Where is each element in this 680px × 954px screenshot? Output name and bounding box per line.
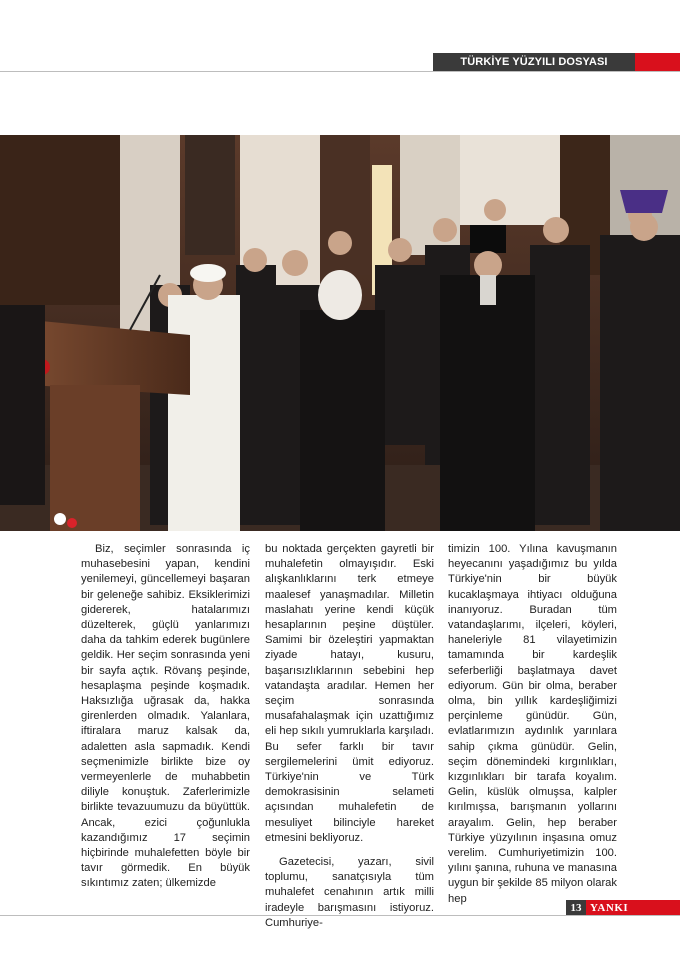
article-column-1 — [81, 542, 250, 892]
article-column-2 — [265, 542, 434, 931]
article-paragraph: bu noktada gerçekten gayretli bir muhalefetin olmayışıdır. Eski alışkanlıklarını terk etmeye maalesef yanaşmadılar. Milletin maslahatı yerine kendi küçük hesaplarının peşine düştüler. Samimi bir özeleştiri yapmaktan ziyade hatayı, kusuru, başarısızlıklarının sebebini hep vatandaşta aradılar. Hemen her seçim sonrasında musafahalaşmak için uzattığımız eli hep sıkılı yumruklarla karşıladı. Bu sefer farklı bir tavır sergilemelerini ümit ediyoruz. Türkiye'nin ve Türk demokrasisinin selameti açısından muhalefetin de mesuliyet bilinciyle hareket etmesini bekliyoruz. — [265, 543, 434, 844]
footer-rule — [0, 915, 680, 916]
page-footer — [566, 900, 680, 915]
section-header — [433, 53, 680, 71]
page-number: 13 — [566, 900, 586, 915]
article-paragraph: Gazetecisi, yazarı, sivil toplumu, sanatçısıyla tüm muhalefet cenahının artık milli iradeyle barışmasını istiyoruz. Cumhuriye- — [265, 856, 434, 929]
article-paragraph: Biz, seçimler sonrasında iç muhasebesini yapan, kendini yenilemeyi, güncellemeyi başaran bir geleneğe sahibiz. Eksiklerimizi gidererek, hatalarımızı düzelterek, güçlü yanlarımızı daha da tahkim ederek bugünlere geldik. Her seçim sonrasında yeni bir sayfa açtık. Rövanş peşinde, hesaplaşma peşinde koşmadık. Haksızlığa uğrasak da, hakka girenlerden olmadık. Yalanlara, iftiralara maruz kalsak da, adaletten asla sapmadık. Kendi seçmenimizle birlikte bize oy vermeyenlerle de muhabbetin diliyle konuştuk. Zaferlerimizle birlikte tevazuumuzu da büyüttük. Ancak, ezici çoğunlukla kazandığımız 17 seçimin hiçbirinde muhalefetten böyle bir tavır görmedik. En büyük sıkıntımız zaten; ülkemizde — [81, 543, 250, 890]
section-label: TÜRKİYE YÜZYILI DOSYASI — [433, 53, 635, 71]
section-accent-block — [635, 53, 680, 71]
magazine-brand: YANKI — [586, 900, 680, 915]
ceremony-photo — [0, 135, 680, 531]
article-paragraph: timizin 100. Yılına kavuşmanın heyecanını yaşadığımız bu yılda Türkiye'nin bir büyük kucaklaşmaya ihtiyacı olduğuna inanıyoruz. Buradan tüm vatandaşlarımı, ilçeleri, köyleri, haneleriyle 81 vilayetimizin tamamında bir kardeşlik seferberliği başlatmaya davet ediyorum. Gün bir olma, beraber olma, bin yıllık kardeşliğimizi perçinleme günüdür. Gün, evlatlarımızın aydınlık yarınlara sahip çıkma günüdür. Gelin, seçim dönemindeki kırgınlıkları, kızgınlıkları bir tarafa koyalım. Gelin, küslük olmuşsa, kalpler kırılmışsa, barışmanın yollarını arayalım. Gelin, hep beraber Türkiye yüzyılının inşasına omuz verelim. Cumhuriyetimizin 100. yılını şanına, ruhuna ve manasına uygun bir şekilde 85 milyon olarak hep — [448, 543, 617, 905]
header-rule — [0, 71, 680, 72]
article-column-3 — [448, 542, 617, 907]
